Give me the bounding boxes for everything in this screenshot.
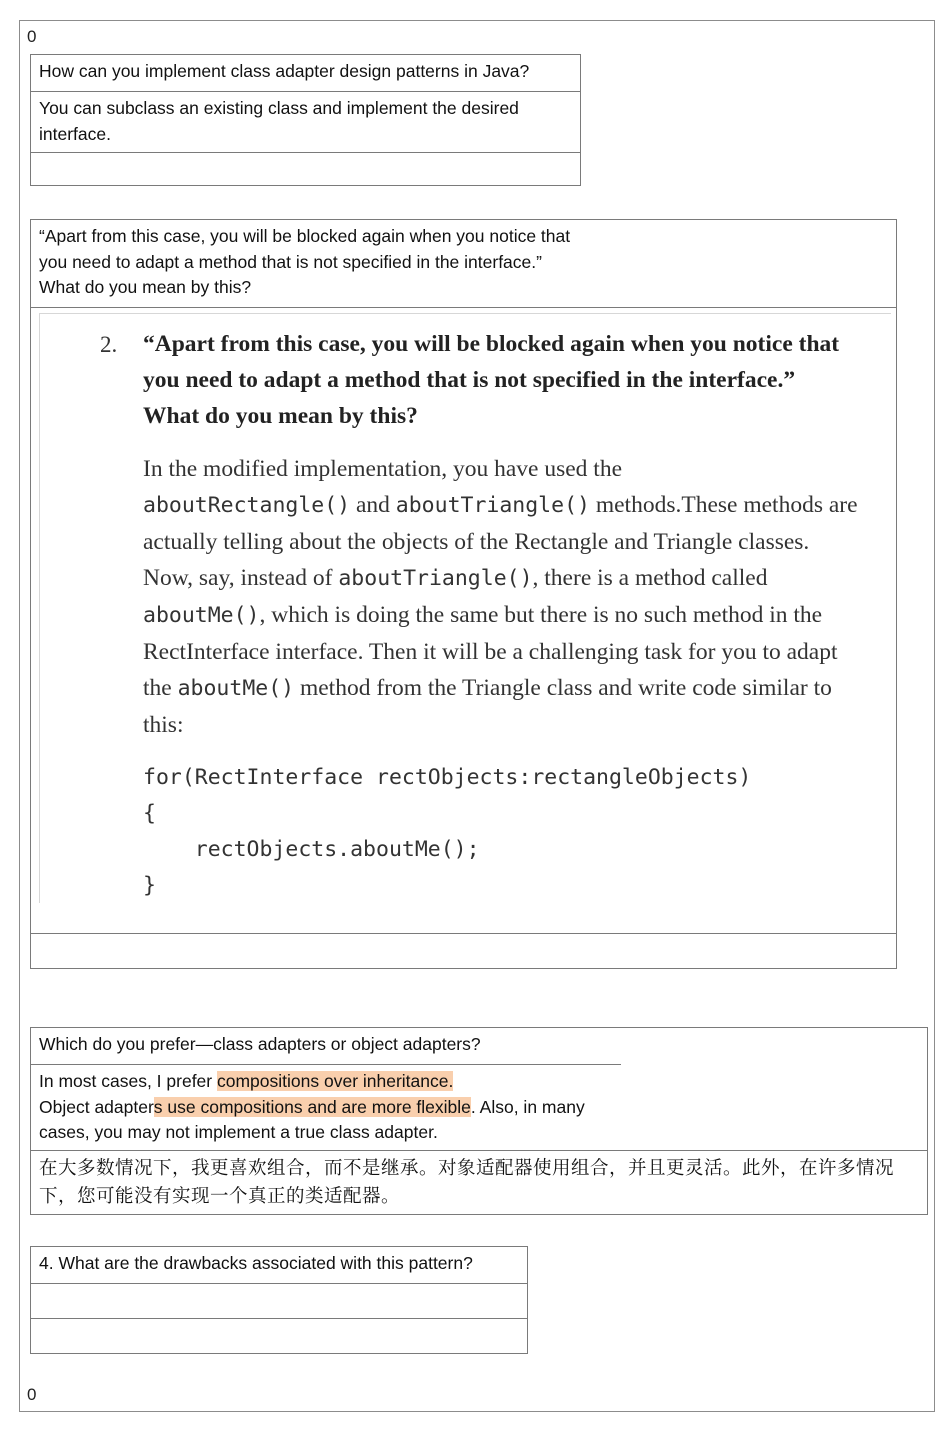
- code-about-triangle-2: aboutTriangle(): [338, 566, 533, 591]
- code-block: for(RectInterface rectObjects:rectangleObjects) { rectObjects.aboutMe(); }: [143, 765, 752, 898]
- card3-answer: [31, 1064, 621, 1150]
- card4-question: 4. What are the drawbacks associated with this pattern?: [39, 1253, 473, 1273]
- excerpt-heading: “Apart from this case, you will be blocked again when you notice that you need to adapt a method that is not specified in the interface.” What do you mean by this?: [143, 331, 840, 429]
- code-about-rectangle: aboutRectangle(): [143, 493, 351, 518]
- flashcard-3: [30, 1027, 928, 1215]
- bottom-marker: 0: [27, 1385, 37, 1404]
- code-about-me: aboutMe(): [143, 603, 260, 628]
- highlight-1: compositions over inheritance.: [216, 1071, 454, 1091]
- code-about-triangle: aboutTriangle(): [395, 493, 590, 518]
- card3-translation: 在大多数情况下，我更喜欢组合，而不是继承。对象适配器使用组合，并且更灵活。此外，在许多情况下，您可能没有实现一个真正的类适配器。: [31, 1150, 927, 1214]
- excerpt-text-1: In the modified implementation, you have used the: [143, 456, 623, 482]
- excerpt-text-5: , which is doing the same but there is no such method in the RectInterface interface. Then it will be a challenging task for you to adapt the: [143, 602, 838, 701]
- highlight-2: s use compositions and are more flexible: [153, 1096, 471, 1117]
- card1-question: How can you implement class adapter design patterns in Java?: [39, 61, 530, 81]
- excerpt-number: 2.: [100, 332, 118, 357]
- card2-answer-image: [31, 307, 896, 933]
- card4-answer: [31, 1283, 527, 1318]
- card2-extra: [31, 933, 896, 968]
- card3-question: Which do you prefer—class adapters or object adapters?: [39, 1034, 481, 1054]
- excerpt-text-4: , there is a method called: [532, 565, 768, 591]
- answer-text-2: Object adapter: [39, 1096, 154, 1117]
- flashcard-4: [30, 1246, 528, 1354]
- answer-text-3: . Also, in many cases, you may not implement a true class adapter.: [39, 1096, 585, 1142]
- top-marker: 0: [27, 27, 37, 46]
- card1-answer: You can subclass an existing class and implement the desired interface.: [31, 91, 580, 152]
- excerpt-text-6: method from the Triangle class and write code similar to this:: [143, 675, 832, 738]
- code-about-me-2: aboutMe(): [177, 676, 295, 701]
- answer-text-1: In most cases, I prefer: [39, 1071, 217, 1091]
- flashcard-1: [30, 54, 581, 186]
- card2-question: “Apart from this case, you will be blocked again when you notice that you need to adapt a method that is not specified in the interface.” What do you mean by this?: [39, 226, 571, 297]
- book-excerpt: [39, 313, 891, 903]
- excerpt-text-2: and: [350, 492, 396, 518]
- excerpt-text-3: methods.These methods are actually telling about the objects of the Rectangle and Triangle classes. Now, say, instead of: [143, 492, 858, 591]
- card1-extra: [31, 152, 580, 185]
- card4-extra: [31, 1318, 527, 1353]
- flashcard-2: [30, 219, 897, 969]
- excerpt-paragraph: [143, 451, 863, 743]
